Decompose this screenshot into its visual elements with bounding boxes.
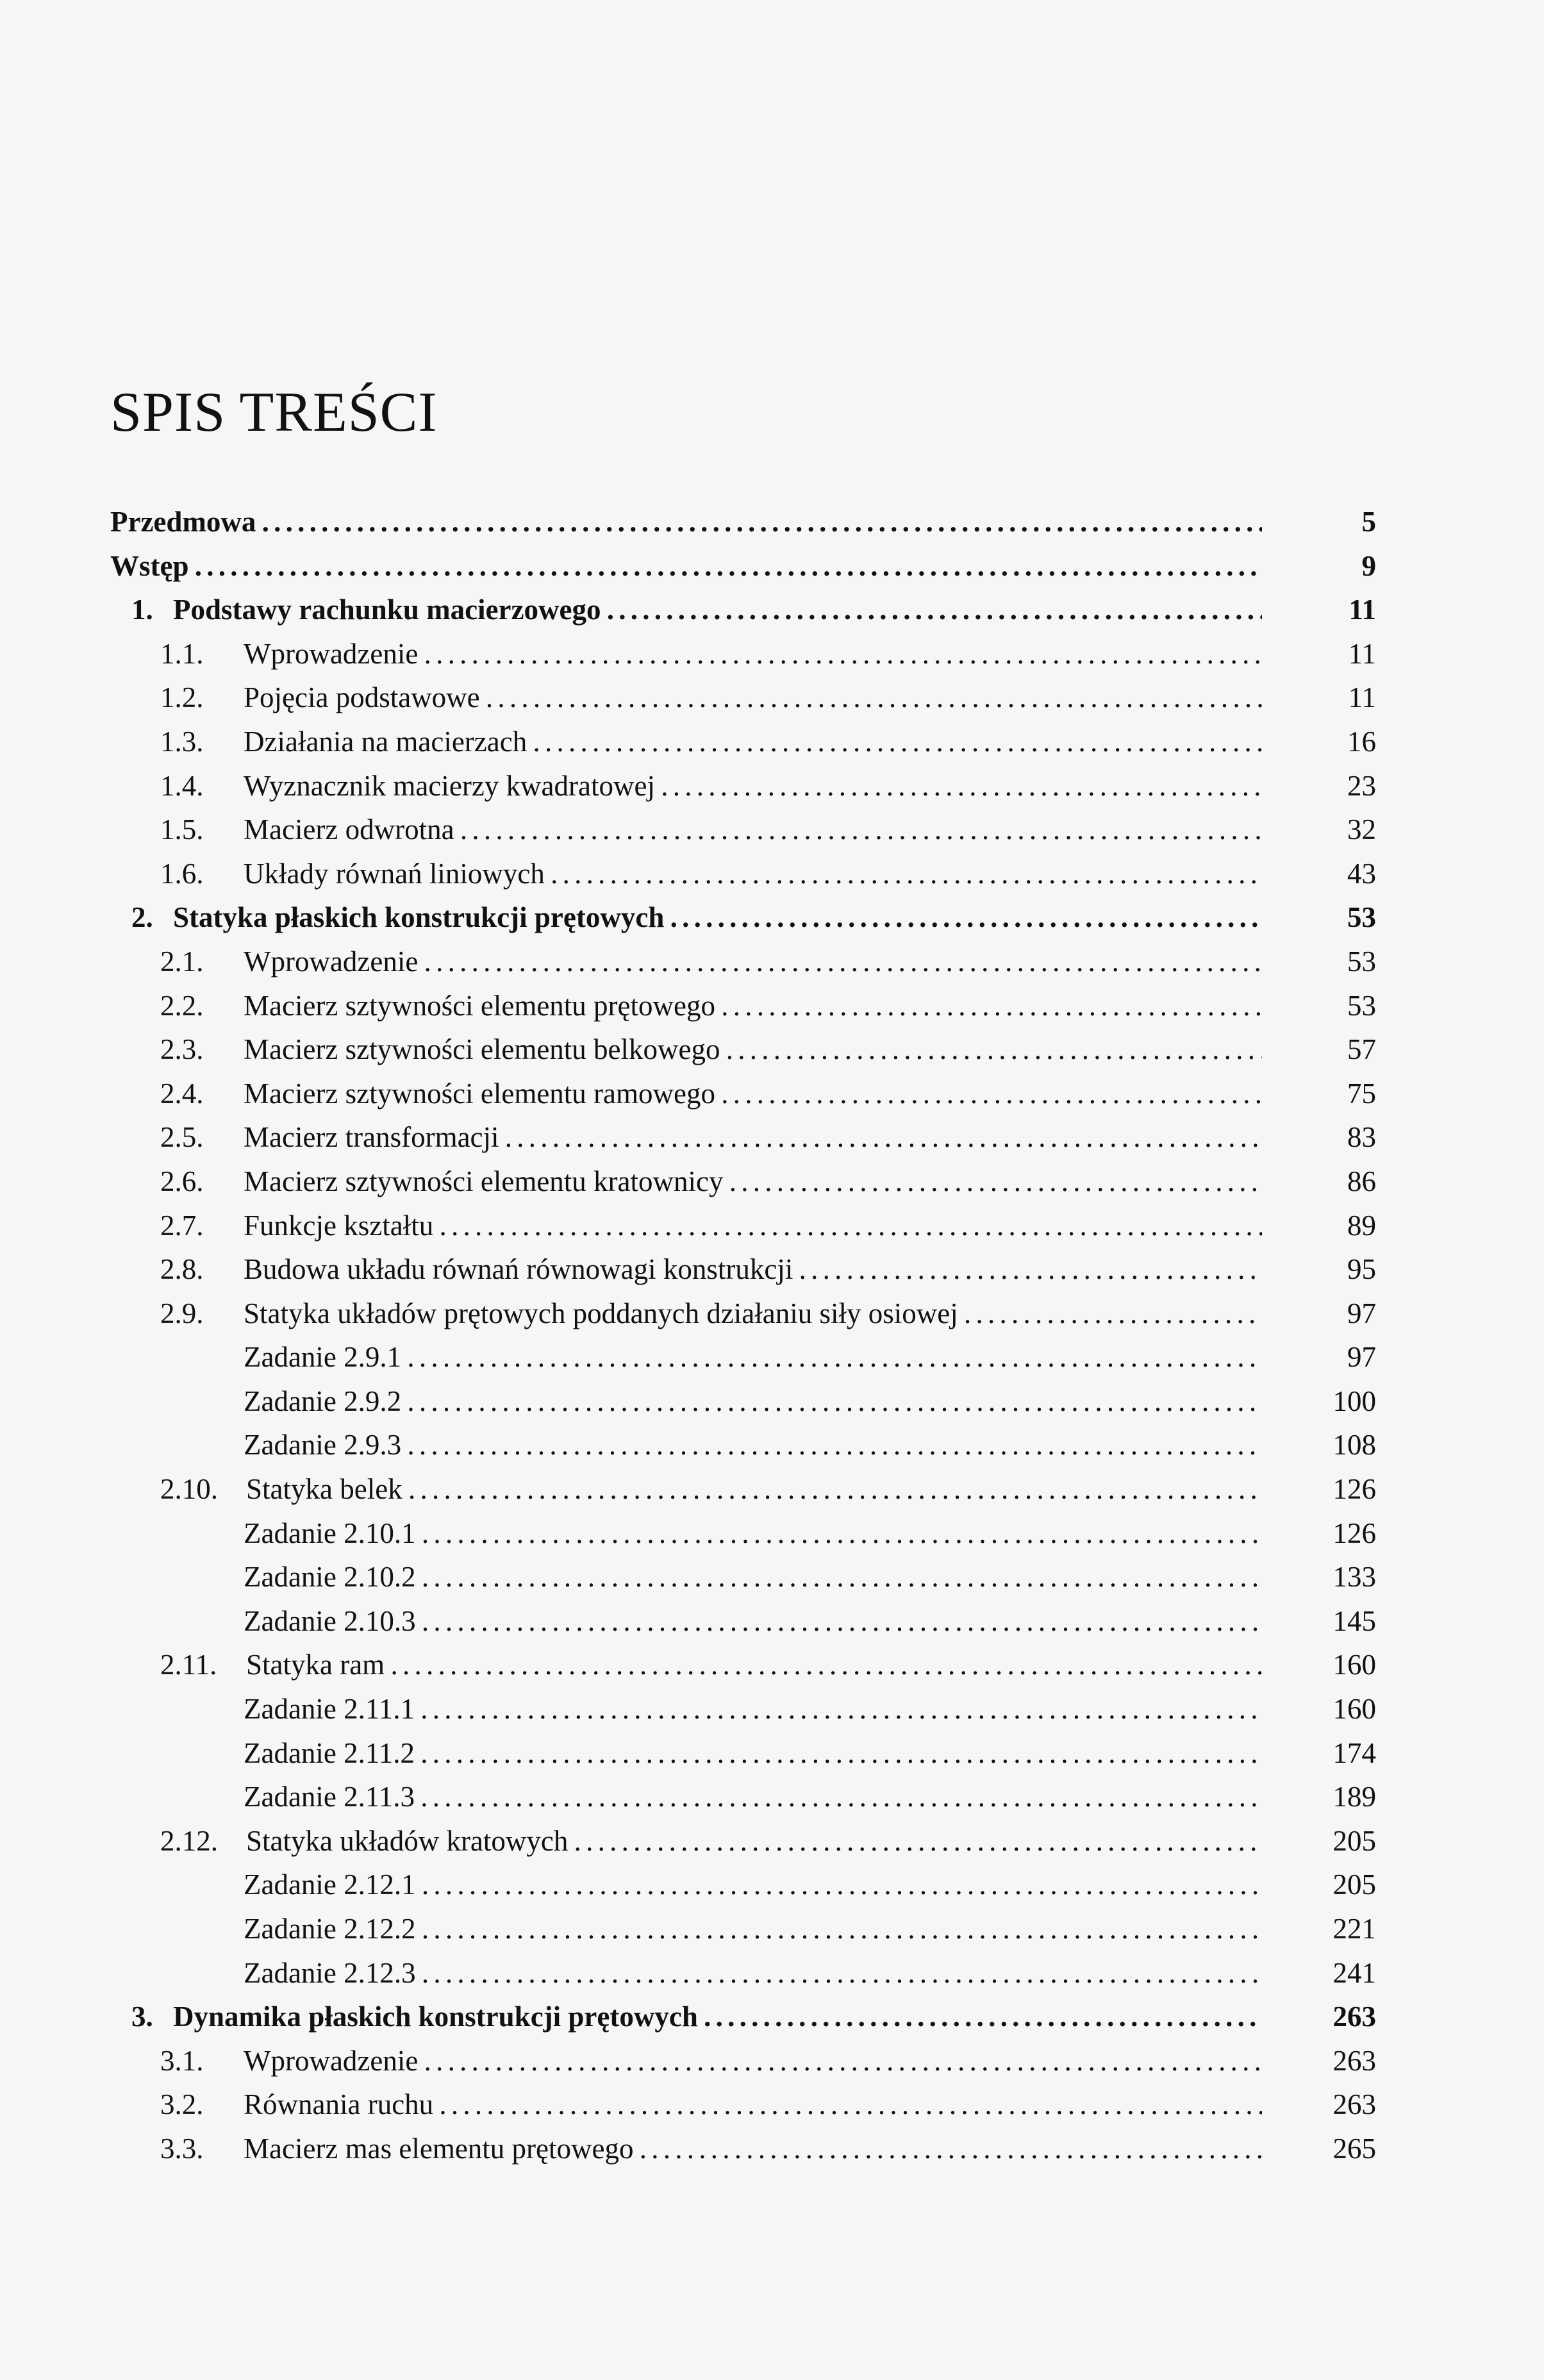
toc-entry-page: 97 [1347, 1297, 1376, 1329]
toc-entry [0, 1995, 1544, 2039]
toc-entry [0, 500, 1544, 544]
toc-entry-page: 145 [1332, 1604, 1376, 1637]
toc-entry-title: Macierz mas elementu prętowego . . . [244, 2127, 1262, 2171]
toc-entry-title: Zadanie 2.10.2 . . . [244, 1555, 1262, 1599]
toc-entry [0, 1379, 1544, 1424]
toc-entry-title: Działania na macierzach . . . [244, 720, 1262, 764]
toc-entry [0, 1775, 1544, 1819]
toc-entry-number: 1.6. [160, 857, 204, 890]
toc-entry [0, 1951, 1544, 1995]
toc-entry-number: 2.2. [160, 989, 204, 1022]
toc-entry-page: 75 [1347, 1077, 1376, 1110]
toc-entry-number: 1.4. [160, 769, 204, 802]
toc-entry-title: Przedmowa . . . [110, 500, 1262, 544]
toc-entry-title: Zadanie 2.9.2 . . . [244, 1379, 1262, 1424]
toc-entry-number: 1.2. [160, 681, 204, 714]
toc-entry-number: 1.5. [160, 813, 204, 846]
toc-entry [0, 720, 1544, 764]
toc-entry-title: Funkcje kształtu . . . [244, 1204, 1262, 1248]
toc-entry-title: Podstawy rachunku macierzowego . . . [173, 588, 1262, 632]
toc-entry-title: Macierz sztywności elementu ramowego . . . [244, 1072, 1262, 1116]
toc-entry-number: 3.2. [160, 2088, 204, 2121]
toc-entry-page: 100 [1332, 1385, 1376, 1417]
toc-entry-number: 2.10. [160, 1473, 218, 1506]
toc-entry-page: 189 [1332, 1781, 1376, 1813]
toc-entry [0, 1028, 1544, 1072]
toc-entry [0, 1819, 1544, 1863]
toc-entry-title: Wprowadzenie . . . [244, 632, 1262, 676]
toc-entry-page: 53 [1347, 989, 1376, 1022]
toc-entry-page: 126 [1332, 1517, 1376, 1549]
toc-entry [0, 764, 1544, 808]
toc-entry [0, 1643, 1544, 1687]
toc-entry-title: Zadanie 2.12.3 . . . [244, 1951, 1262, 1995]
toc-entry-page: 11 [1348, 681, 1376, 714]
toc-entry-title: Zadanie 2.12.1 . . . [244, 1863, 1262, 1907]
toc-entry-title: Macierz sztywności elementu prętowego . . . [244, 984, 1262, 1028]
toc-entry-number: 2.9. [160, 1297, 204, 1329]
toc-entry-number: 3. [131, 2001, 153, 2033]
toc-entry-title: Zadanie 2.9.3 . . . [244, 1423, 1262, 1467]
toc-entry-number: 2.6. [160, 1165, 204, 1197]
toc-entry-title: Statyka płaskich konstrukcji prętowych . . . [173, 895, 1262, 940]
toc-entry-page: 89 [1347, 1209, 1376, 1242]
toc-entry-number: 1.1. [160, 637, 204, 670]
toc-entry [0, 984, 1544, 1028]
toc-entry-number: 2. [131, 901, 153, 934]
toc-entry-title: Statyka ram . . . [246, 1643, 1262, 1687]
toc-entry [0, 632, 1544, 676]
toc-entry-title: Wprowadzenie . . . [244, 2039, 1262, 2083]
toc-entry [0, 2083, 1544, 2127]
toc-entry-page: 160 [1332, 1693, 1376, 1726]
toc-entry [0, 1292, 1544, 1336]
toc-entry-title: Statyka belek . . . [246, 1467, 1262, 1511]
toc-entry-title: Budowa układu równań równowagi konstrukcji . . . [244, 1247, 1262, 1292]
toc-entry [0, 1863, 1544, 1907]
toc-entry [0, 1335, 1544, 1379]
toc-entry-page: 265 [1332, 2132, 1376, 2165]
toc-entry-number: 2.3. [160, 1033, 204, 1066]
toc-entry-number: 2.11. [160, 1649, 217, 1681]
toc-entry [0, 1160, 1544, 1204]
toc-entry-title: Macierz sztywności elementu kratownicy . . . [244, 1160, 1262, 1204]
toc-entry [0, 940, 1544, 984]
toc-entry-number: 2.8. [160, 1253, 204, 1286]
toc-entry-number: 2.5. [160, 1121, 204, 1154]
toc-entry-title: Pojęcia podstawowe . . . [244, 676, 1262, 720]
toc-entry-number: 2.1. [160, 945, 204, 978]
toc-entry-title: Statyka układów prętowych poddanych działaniu siły osiowej . . . [244, 1292, 1262, 1336]
toc-entry-page: 16 [1347, 725, 1376, 758]
toc-entry-title: Dynamika płaskich konstrukcji prętowych . . . [173, 1995, 1262, 2039]
toc-entry-page: 263 [1332, 2001, 1376, 2033]
toc-entry [0, 1072, 1544, 1116]
toc-entry-page: 86 [1347, 1165, 1376, 1197]
toc-entry-page: 57 [1347, 1033, 1376, 1066]
toc-entry-page: 221 [1332, 1913, 1376, 1945]
toc-entry [0, 2039, 1544, 2083]
toc-entry-title: Zadanie 2.11.3 . . . [244, 1775, 1262, 1819]
toc-entry [0, 2127, 1544, 2171]
toc-entry-title: Układy równań liniowych . . . [244, 852, 1262, 896]
toc-entry-title: Macierz transformacji . . . [244, 1115, 1262, 1160]
toc-entry [0, 1731, 1544, 1776]
toc-entry-title: Wstęp . . . [110, 544, 1262, 588]
toc-entry [0, 544, 1544, 588]
toc-entry-page: 97 [1347, 1341, 1376, 1374]
toc-entry [0, 895, 1544, 940]
toc-entry-page: 263 [1332, 2044, 1376, 2077]
toc-entry-page: 126 [1332, 1473, 1376, 1506]
toc-entry-title: Zadanie 2.10.3 . . . [244, 1599, 1262, 1644]
toc-entry-page: 133 [1332, 1561, 1376, 1594]
toc-entry-number: 3.3. [160, 2132, 204, 2165]
toc-entry-page: 23 [1347, 769, 1376, 802]
toc-entry-title: Macierz odwrotna . . . [244, 808, 1262, 852]
toc-entry-title: Zadanie 2.11.2 . . . [244, 1731, 1262, 1776]
toc-entry [0, 588, 1544, 632]
toc-entry [0, 1423, 1544, 1467]
toc-entry-page: 53 [1347, 901, 1376, 934]
toc-entry-title: Wyznacznik macierzy kwadratowej . . . [244, 764, 1262, 808]
toc-entry-page: 108 [1332, 1429, 1376, 1461]
toc-entry [0, 1907, 1544, 1951]
toc-entry-page: 205 [1332, 1824, 1376, 1857]
toc-entry-page: 11 [1348, 637, 1376, 670]
toc-entry-page: 9 [1361, 549, 1376, 582]
toc-entry [0, 1599, 1544, 1644]
toc-entry [0, 1555, 1544, 1599]
toc-entry-page: 43 [1347, 857, 1376, 890]
toc-entry [0, 852, 1544, 896]
toc-entry-page: 83 [1347, 1121, 1376, 1154]
toc-entry [0, 676, 1544, 720]
toc-entry-page: 174 [1332, 1736, 1376, 1769]
toc-entry-number: 2.4. [160, 1077, 204, 1110]
toc-entry [0, 808, 1544, 852]
toc-entry-page: 95 [1347, 1253, 1376, 1286]
page-title: SPIS TREŚCI [110, 381, 438, 444]
toc-entry-number: 1. [131, 594, 153, 626]
toc-entry-number: 2.12. [160, 1824, 218, 1857]
toc-entry-number: 1.3. [160, 725, 204, 758]
toc-entry [0, 1115, 1544, 1160]
toc-entry-number: 2.7. [160, 1209, 204, 1242]
toc-entry-page: 263 [1332, 2088, 1376, 2121]
toc-entry-page: 53 [1347, 945, 1376, 978]
toc-entry [0, 1511, 1544, 1556]
table-of-contents [0, 500, 1544, 2171]
toc-entry [0, 1467, 1544, 1511]
toc-entry-title: Macierz sztywności elementu belkowego . . . [244, 1028, 1262, 1072]
toc-entry-title: Zadanie 2.11.1 . . . [244, 1687, 1262, 1731]
toc-entry-number: 3.1. [160, 2044, 204, 2077]
toc-entry-page: 11 [1349, 594, 1376, 626]
toc-entry-title: Zadanie 2.9.1 . . . [244, 1335, 1262, 1379]
toc-entry [0, 1687, 1544, 1731]
toc-entry-title: Wprowadzenie . . . [244, 940, 1262, 984]
toc-entry [0, 1247, 1544, 1292]
toc-entry-title: Statyka układów kratowych . . . [246, 1819, 1262, 1863]
toc-entry [0, 1204, 1544, 1248]
toc-entry-page: 160 [1332, 1649, 1376, 1681]
toc-entry-page: 32 [1347, 813, 1376, 846]
toc-entry-title: Równania ruchu . . . [244, 2083, 1262, 2127]
toc-entry-page: 241 [1332, 1956, 1376, 1989]
toc-entry-title: Zadanie 2.12.2 . . . [244, 1907, 1262, 1951]
toc-entry-title: Zadanie 2.10.1 . . . [244, 1511, 1262, 1556]
toc-entry-page: 5 [1361, 506, 1376, 538]
toc-entry-page: 205 [1332, 1868, 1376, 1901]
